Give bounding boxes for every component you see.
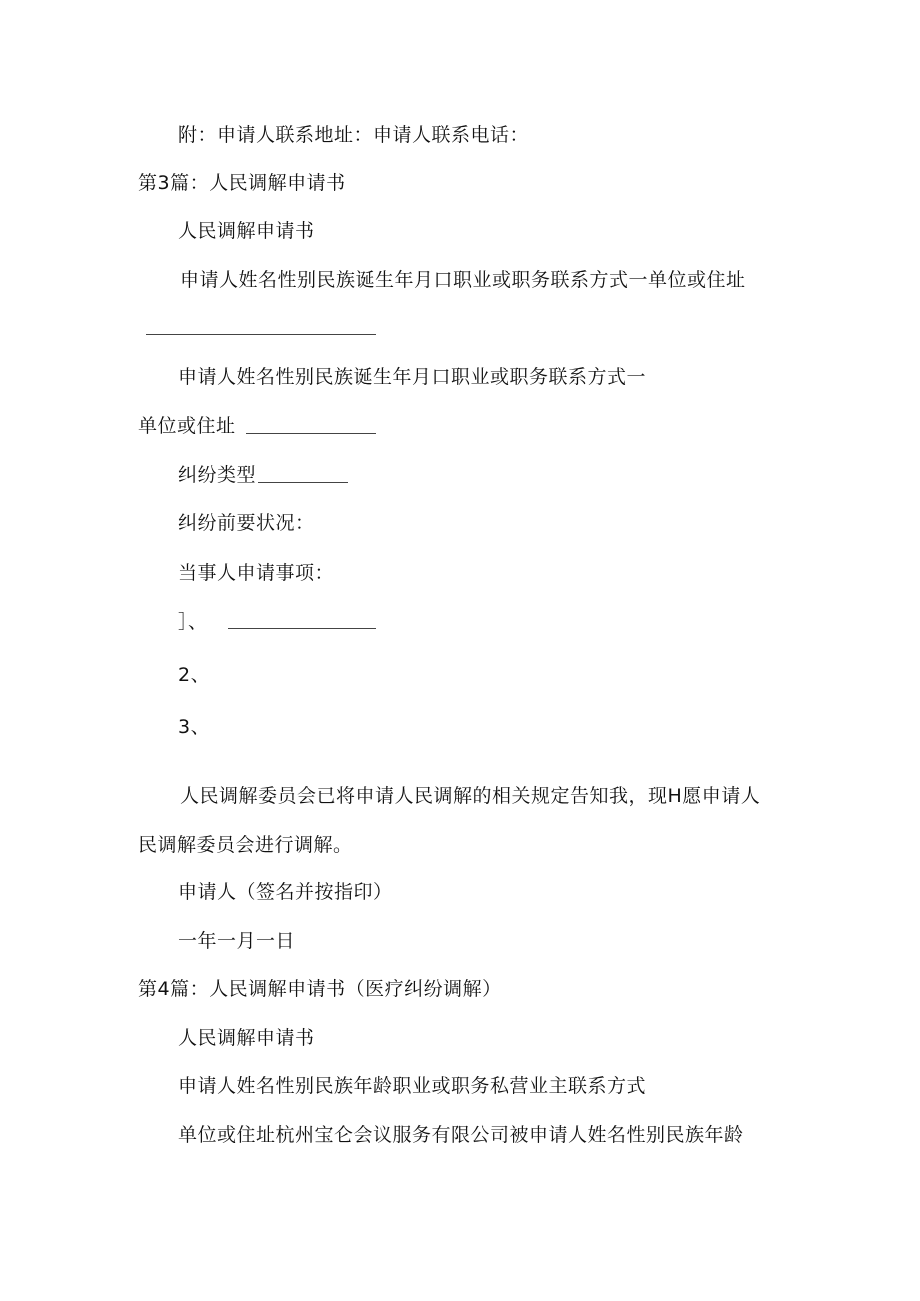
applicant-1-address-blank bbox=[146, 334, 376, 335]
section-4-title: 人民调解申请书 bbox=[178, 1027, 315, 1049]
dispute-type-blank bbox=[258, 482, 348, 483]
applicant-1-info-line: 申请人姓名性别民族诞生年月口职业或职务联系方式一单位或住址 bbox=[180, 269, 746, 291]
section-4-applicant-info: 申请人姓名性别民族年龄职业或职务私营业主联系方式 bbox=[178, 1075, 647, 1097]
date-line: 一年一月一日 bbox=[178, 930, 296, 952]
applicant-2-address-blank bbox=[246, 433, 376, 434]
request-item-3: 3、 bbox=[178, 716, 211, 738]
section-4-address-line: 单位或住址杭州宝仑会议服务有限公司被申请人姓名性别民族年龄 bbox=[178, 1124, 744, 1146]
section-3-title: 人民调解申请书 bbox=[178, 220, 315, 242]
attachment-contact-line: 附：申请人联系地址：申请人联系电话： bbox=[178, 124, 530, 146]
request-item-1-blank bbox=[228, 628, 376, 629]
request-item-1: ］、 bbox=[178, 611, 208, 633]
request-items-label: 当事人申请事项： bbox=[178, 562, 335, 584]
section-3-heading: 第3篇：人民调解申请书 bbox=[138, 172, 346, 194]
dispute-type-label: 纠纷类型 bbox=[178, 464, 257, 486]
request-item-2: 2、 bbox=[178, 664, 211, 686]
statement-line-2: 民调解委员会进行调解。 bbox=[138, 834, 353, 856]
dispute-summary-label: 纠纷前要状况： bbox=[178, 512, 315, 534]
signature-label: 申请人（签名并按指印） bbox=[178, 881, 393, 903]
applicant-2-address-label: 单位或住址 bbox=[138, 415, 236, 437]
statement-line-1: 人民调解委员会已将申请人民调解的相关规定告知我，现H愿申请人 bbox=[180, 785, 761, 807]
applicant-2-info-line: 申请人姓名性别民族诞生年月口职业或职务联系方式一 bbox=[178, 366, 647, 388]
section-4-heading: 第4篇：人民调解申请书（医疗纠纷调解） bbox=[138, 978, 502, 1000]
